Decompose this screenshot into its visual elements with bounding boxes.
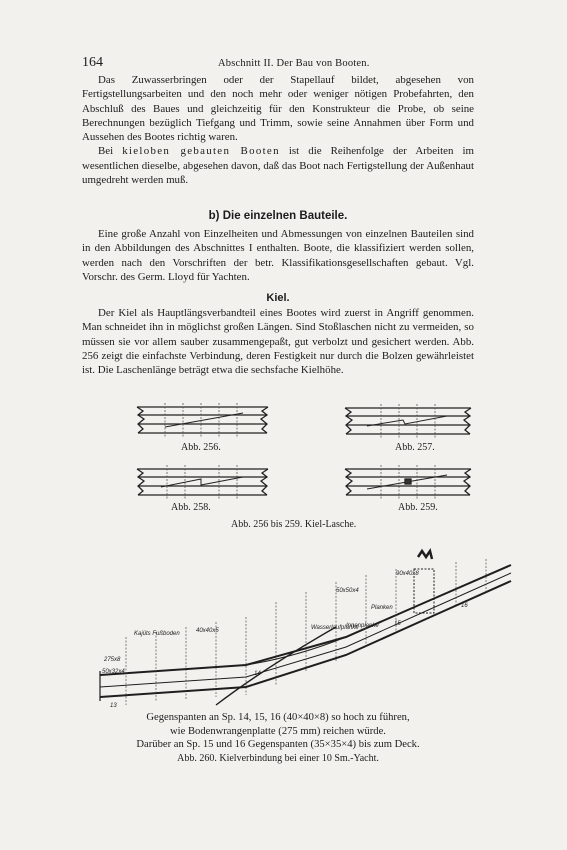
intro-paragraph-2 [82, 144, 474, 187]
para2-rest: ist die Reihenfolge der Arbeiten im wesentlichen dieselbe, abgesehen davon, daß das Boot nach Fertigstellung der Außenhaut umgedreht werden muß. [82, 145, 474, 187]
section-heading-kiel: Kiel. [266, 292, 290, 304]
note-line-3: Darüber an Sp. 15 und 16 Gegenspanten (35×35×4) bis zum Deck. [136, 739, 420, 750]
kiel-text: Der Kiel als Hauptlängsverbandteil eines Bootes wird zuerst in Angriff genommen. Man schneidet ihn in möglichst großen Längen. Sind Stoßlaschen nicht zu vermeiden, so müssen sie vor allem sauber zusammengepaßt, gut verbolzt und gesichert werden. Abb. 256 zeigt die einfachste Verbindung, deren Festigkeit nur durch die Bolzen gewährleistet ist. Die Laschenlänge beträgt etwa die sechsfache Kielhöhe. [82, 307, 474, 377]
label-dims-5: 50x32x4 [102, 669, 125, 675]
figure-258-keel-scarf [135, 465, 270, 499]
page-number: 164 [82, 55, 103, 70]
note-line-1: Gegenspanten an Sp. 14, 15, 16 (40×40×8) so hoch zu führen, [146, 712, 410, 723]
label-sp-13: 13 [110, 703, 117, 709]
caption-abb-256: Abb. 256. [181, 442, 221, 453]
note-line-2: wie Bodenwrangenplatte (275 mm) reichen würde. [170, 725, 386, 737]
label-sp-15: 15 [394, 621, 401, 627]
bauteile-text: Eine große Anzahl von Einzelheiten und Abmessungen von einzelnen Bauteilen sind in den Abbildungen des Abschnittes I enthalten. Boote, die klassifiziert werden sollen, werden nach den Vorschriften der betr. Klassifikationsgesellschaften gebaut. Vgl. Vorschr. des Germ. Lloyd für Yachten. [82, 228, 474, 283]
label-innenplanke: Innenplanke [346, 623, 379, 629]
caption-abb-256-259: Abb. 256 bis 259. Kiel-Lasche. [231, 519, 357, 530]
intro-paragraph-1: Das Zuwasserbringen oder der Stapellauf bildet, abgesehen von Fertigstellungsarbeiten und den noch mehr oder weniger nötigen Probefahrten, den Abschluß des Baues und gleichzeitig für den Konstrukteur die Probe, ob seine Berechnungen bezüglich Tiefgang und Trimm, sowie seine Annahmen über Form und Aussehen des Bootes richtig waren. [82, 74, 474, 144]
label-kajuetsfussboden: Kajüts Fußboden [134, 631, 180, 637]
para2-lead: Bei [98, 145, 114, 158]
label-sp-14: 14 [254, 671, 261, 677]
figure-260-note [82, 711, 474, 752]
label-dims-1: 90x40x8 [396, 571, 419, 577]
label-dims-4: 275x8 [104, 657, 121, 663]
caption-abb-258: Abb. 258. [171, 502, 211, 513]
bauteile-paragraph [82, 227, 474, 284]
caption-abb-259: Abb. 259. [398, 502, 438, 513]
caption-abb-260: Abb. 260. Kielverbindung bei einer 10 Sm.-Yacht. [177, 753, 379, 764]
figure-257-keel-scarf [343, 404, 473, 438]
label-dims-2: 50x50x4 [336, 588, 359, 594]
intro-text [82, 73, 474, 187]
caption-abb-257: Abb. 257. [395, 442, 435, 453]
label-wasserlaufplanke: Wasserlaufplanke [311, 625, 359, 631]
figure-259-keel-scarf [343, 465, 473, 499]
kiel-paragraph [82, 306, 474, 377]
label-sp-16: 16 [461, 603, 468, 609]
label-planken: Planken [371, 605, 393, 611]
section-heading-bauteile: b) Die einzelnen Bauteile. [208, 210, 348, 222]
para2-spaced: kieloben gebauten Booten [122, 145, 280, 158]
label-dims-3: 40x40x5 [196, 628, 219, 634]
figure-256-keel-scarf [135, 403, 270, 437]
running-head: Abschnitt II. Der Bau von Booten. [218, 58, 370, 69]
figure-260-keel-connection-drawing [96, 547, 516, 709]
